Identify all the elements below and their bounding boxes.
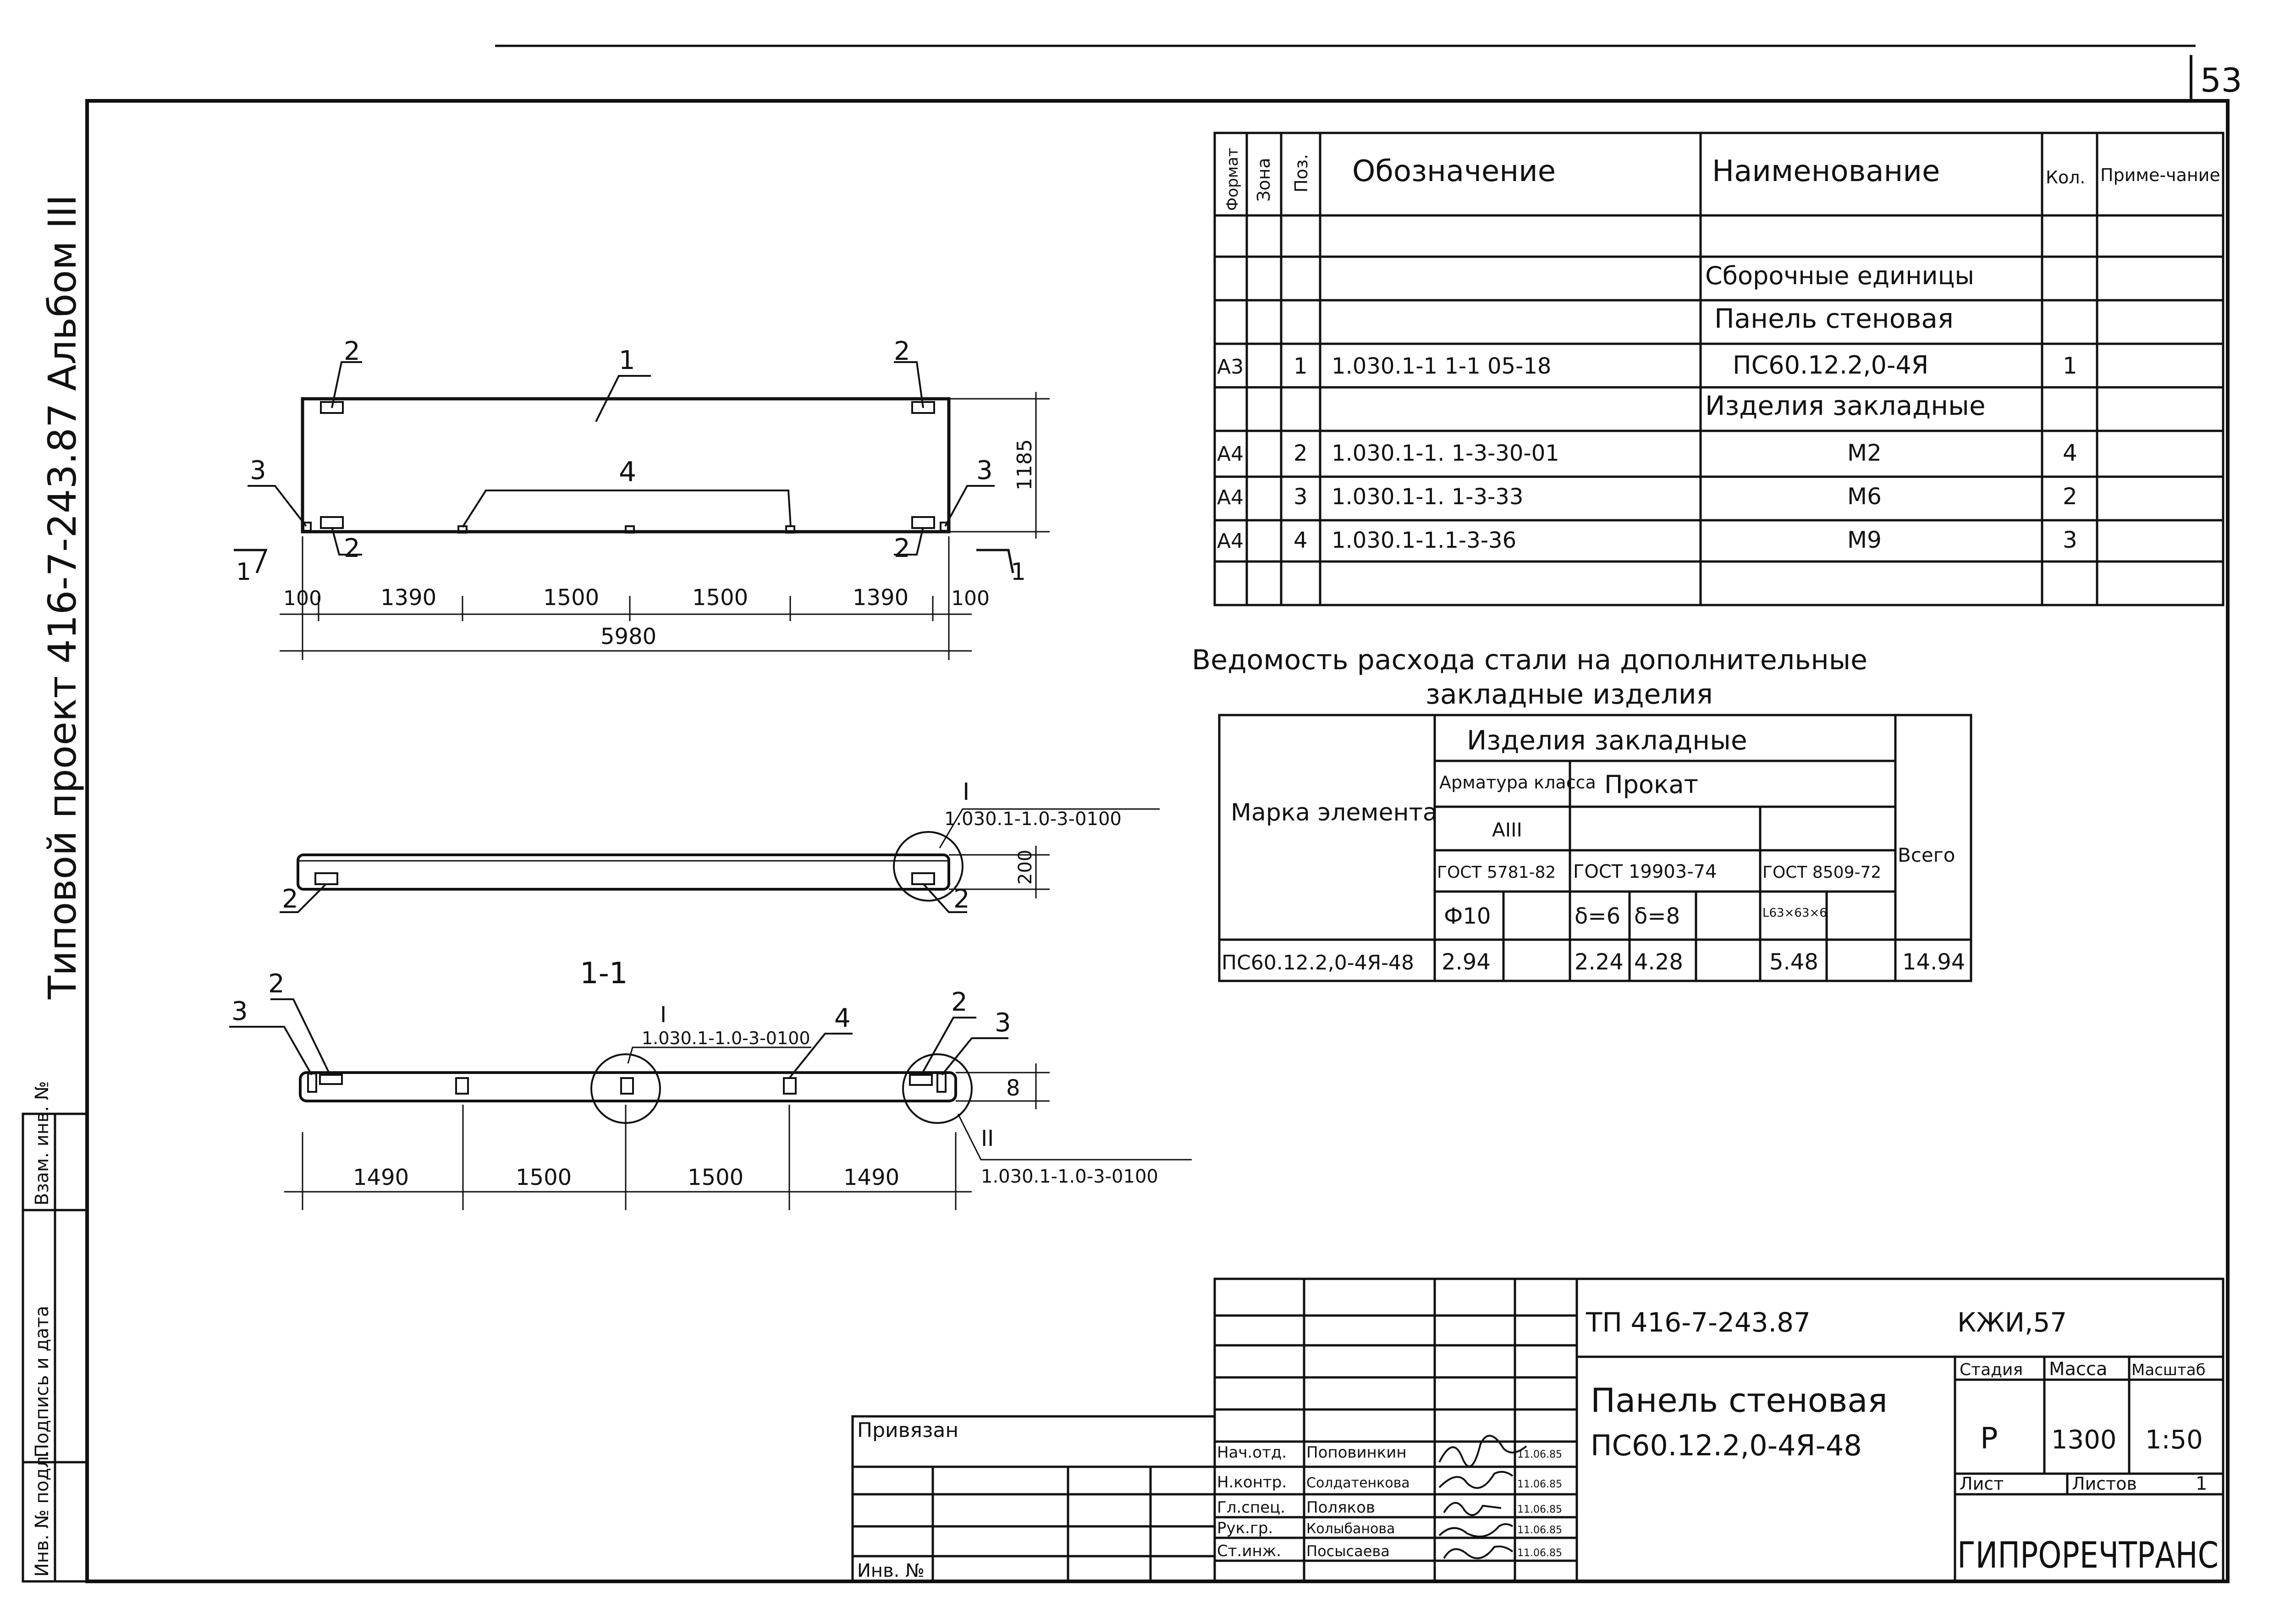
spec-row-fmt: А4 — [1217, 486, 1244, 509]
spec-row-code: 1.030.1-1 1-1 05-18 — [1332, 353, 1552, 379]
doc-name-line1: Панель стеновая — [1591, 1381, 1888, 1420]
label-pos2: 2 — [951, 987, 968, 1017]
steel-total-label: Всего — [1898, 844, 1955, 866]
label-pos2: 2 — [344, 534, 360, 563]
spec-row-pos: 1 — [1294, 353, 1308, 379]
steel-row-val: 2.24 — [1575, 949, 1624, 975]
node-label: II — [981, 1126, 994, 1151]
label-pos2: 2 — [282, 884, 298, 914]
steel-prokat: Прокат — [1604, 770, 1699, 799]
spec-row-name: Изделия закладные — [1705, 390, 1986, 421]
spec-row-fmt: А4 — [1217, 529, 1244, 553]
dim-value: 1500 — [543, 585, 600, 611]
org-name: ГИПРОРЕЧТРАНС — [1957, 1535, 2219, 1576]
steel-title-line2: закладные изделия — [1426, 678, 1713, 710]
stadia-value: Р — [1980, 1422, 1998, 1456]
header-note: Приме-чание — [2100, 165, 2220, 185]
steel-sub: Ф10 — [1444, 903, 1491, 929]
steel-gost1: ГОСТ 5781-82 — [1437, 863, 1556, 882]
spec-row-code: 1.030.1-1.1-3-36 — [1332, 528, 1517, 553]
dim-height: 1185 — [1013, 439, 1036, 490]
dim-value: 1500 — [516, 1165, 572, 1190]
steel-row-total: 14.94 — [1902, 949, 1966, 975]
label-pos2: 2 — [894, 534, 910, 563]
steel-row-val: 4.28 — [1634, 949, 1683, 975]
steel-sub: δ=6 — [1575, 903, 1621, 929]
spec-row-code: 1.030.1-1. 1-3-30-01 — [1332, 440, 1559, 466]
label-pos2: 2 — [344, 336, 360, 366]
left-margin-title: Типовой проект 416-7-243.87 Альбом III — [40, 194, 85, 999]
elevation-labels — [236, 336, 1036, 650]
signer-role: Гл.спец. — [1217, 1498, 1286, 1517]
stamp-sign: Подпись и дата — [32, 1305, 53, 1458]
dim-value: 1500 — [692, 585, 749, 611]
node-label: I — [660, 1002, 667, 1028]
doc-code: ТП 416-7-243.87 — [1586, 1307, 1811, 1338]
label-pos1: 1 — [619, 346, 635, 375]
dim-thickness: 200 — [1015, 849, 1036, 885]
signer-date: 11.06.85 — [1517, 1525, 1562, 1536]
header-format: Формат — [1223, 148, 1242, 211]
label-pos2: 2 — [894, 336, 910, 366]
steel-title-line1: Ведомость расхода стали на дополнительные — [1192, 644, 1867, 676]
signer-name: Посысаева — [1306, 1542, 1390, 1560]
spec-row-name: Панель стеновая — [1714, 303, 1954, 334]
spec-row-fmt: А3 — [1217, 355, 1244, 379]
handwritten-signatures — [1439, 1436, 1526, 1558]
signer-name: Поляков — [1306, 1498, 1375, 1517]
listov-value: 1 — [2196, 1473, 2208, 1494]
spec-row-qty: 2 — [2063, 483, 2077, 510]
steel-group: Изделия закладные — [1467, 725, 1747, 756]
spec-row-fmt: А4 — [1217, 442, 1244, 466]
steel-armatura: Арматура класса — [1439, 772, 1596, 793]
spec-row-name: М6 — [1847, 483, 1882, 510]
steel-row-val: 2.94 — [1442, 949, 1491, 975]
dim-value: 100 — [283, 587, 322, 610]
spec-row-name: М9 — [1847, 527, 1882, 553]
header-qty: Кол. — [2046, 167, 2086, 187]
dim-value: 100 — [951, 587, 990, 610]
label-pos3: 3 — [995, 1008, 1011, 1038]
label-pos4: 4 — [619, 456, 637, 488]
steel-a-class: АIII — [1492, 819, 1522, 841]
signer-date: 11.06.85 — [1517, 1479, 1562, 1490]
dim-value: 1390 — [380, 585, 437, 611]
section-mark: 1 — [236, 558, 252, 586]
signer-name: Поповинкин — [1306, 1443, 1407, 1462]
panel-elevation — [234, 362, 1050, 660]
node-label: I — [963, 778, 970, 806]
signer-name: Колыбанова — [1306, 1521, 1395, 1537]
spec-table-rows — [1217, 261, 2077, 553]
masshtab-label: Масштаб — [2131, 1361, 2206, 1379]
dim-value: 1390 — [853, 585, 909, 611]
masshtab-value: 1:50 — [2145, 1425, 2203, 1455]
spec-row-name: ПС60.12.2,0-4Я — [1733, 351, 1929, 380]
dim-value: 1490 — [843, 1165, 900, 1190]
label-pos3: 3 — [976, 456, 993, 485]
spec-table-header — [1223, 148, 2220, 211]
spec-row-qty: 1 — [2063, 352, 2077, 379]
steel-gost2: ГОСТ 19903-74 — [1573, 861, 1717, 882]
spec-row-code: 1.030.1-1. 1-3-33 — [1332, 484, 1524, 510]
stadia-label: Стадия — [1960, 1360, 2023, 1379]
list-label: Лист — [1960, 1474, 2004, 1494]
plan-labels — [282, 778, 1122, 914]
label-pos3: 3 — [231, 996, 248, 1026]
dim-value: 1500 — [688, 1165, 744, 1190]
spec-row-pos: 3 — [1294, 484, 1308, 510]
steel-sub: δ=8 — [1634, 903, 1680, 929]
signer-role: Нач.отд. — [1217, 1443, 1287, 1462]
signer-role: Н.контр. — [1217, 1473, 1287, 1492]
dim-total: 5980 — [600, 624, 657, 650]
section-mark: 1 — [1011, 558, 1026, 586]
header-code: Обозначение — [1352, 154, 1556, 188]
signer-date: 11.06.85 — [1517, 1449, 1562, 1460]
node-ref: 1.030.1-1.0-3-0100 — [944, 809, 1122, 830]
spec-row-pos: 4 — [1294, 528, 1308, 553]
privyazan-label: Привязан — [857, 1419, 959, 1442]
header-zone: Зона — [1254, 158, 1274, 202]
header-pos: Поз. — [1291, 154, 1311, 193]
label-pos2: 2 — [268, 969, 285, 999]
spec-row-qty: 3 — [2063, 527, 2077, 553]
doc-mark: КЖИ,57 — [1957, 1307, 2067, 1338]
signer-role: Рук.гр. — [1217, 1519, 1273, 1537]
listov-label: Листов — [2072, 1474, 2137, 1494]
massa-label: Масса — [2049, 1359, 2108, 1380]
node-ref: 1.030.1-1.0-3-0100 — [981, 1166, 1158, 1187]
inv-no-label: Инв. № — [857, 1560, 925, 1581]
label-pos4: 4 — [834, 1003, 851, 1033]
steel-row-mark: ПС60.12.2,0-4Я-48 — [1222, 951, 1415, 974]
sheet-number: 53 — [2200, 61, 2242, 99]
dim-value: 1490 — [353, 1165, 409, 1190]
stamp-replace: Взам. инв. № — [32, 1081, 53, 1206]
signer-name: Солдатенкова — [1306, 1475, 1410, 1491]
steel-row-val: 5.48 — [1769, 949, 1818, 975]
spec-row-qty: 4 — [2063, 440, 2077, 466]
spec-row-name: М2 — [1847, 440, 1882, 466]
steel-sub: L63×63×6 — [1762, 906, 1827, 920]
node-ref: 1.030.1-1.0-3-0100 — [642, 1028, 810, 1048]
steel-gost3: ГОСТ 8509-72 — [1762, 863, 1882, 882]
section-title: 1-1 — [580, 957, 628, 991]
steel-mark: Марка элемента — [1231, 799, 1437, 826]
header-name: Наименование — [1712, 154, 1940, 188]
massa-value: 1300 — [2051, 1425, 2117, 1455]
dim-thickness: 8 — [1006, 1075, 1020, 1101]
label-pos2: 2 — [953, 884, 970, 914]
spec-row-pos: 2 — [1294, 440, 1308, 466]
stamp-inv: Инв. № подл. — [32, 1450, 53, 1577]
spec-row-name: Сборочные единицы — [1705, 261, 1975, 290]
signer-role: Ст.инж. — [1217, 1542, 1282, 1560]
section-labels — [231, 969, 1158, 1190]
label-pos3: 3 — [250, 456, 266, 485]
doc-name-line2: ПС60.12.2,0-4Я-48 — [1591, 1429, 1862, 1462]
title-block-text — [857, 1307, 2219, 1581]
signer-date: 11.06.85 — [1517, 1504, 1562, 1515]
signer-date: 11.06.85 — [1517, 1547, 1562, 1559]
